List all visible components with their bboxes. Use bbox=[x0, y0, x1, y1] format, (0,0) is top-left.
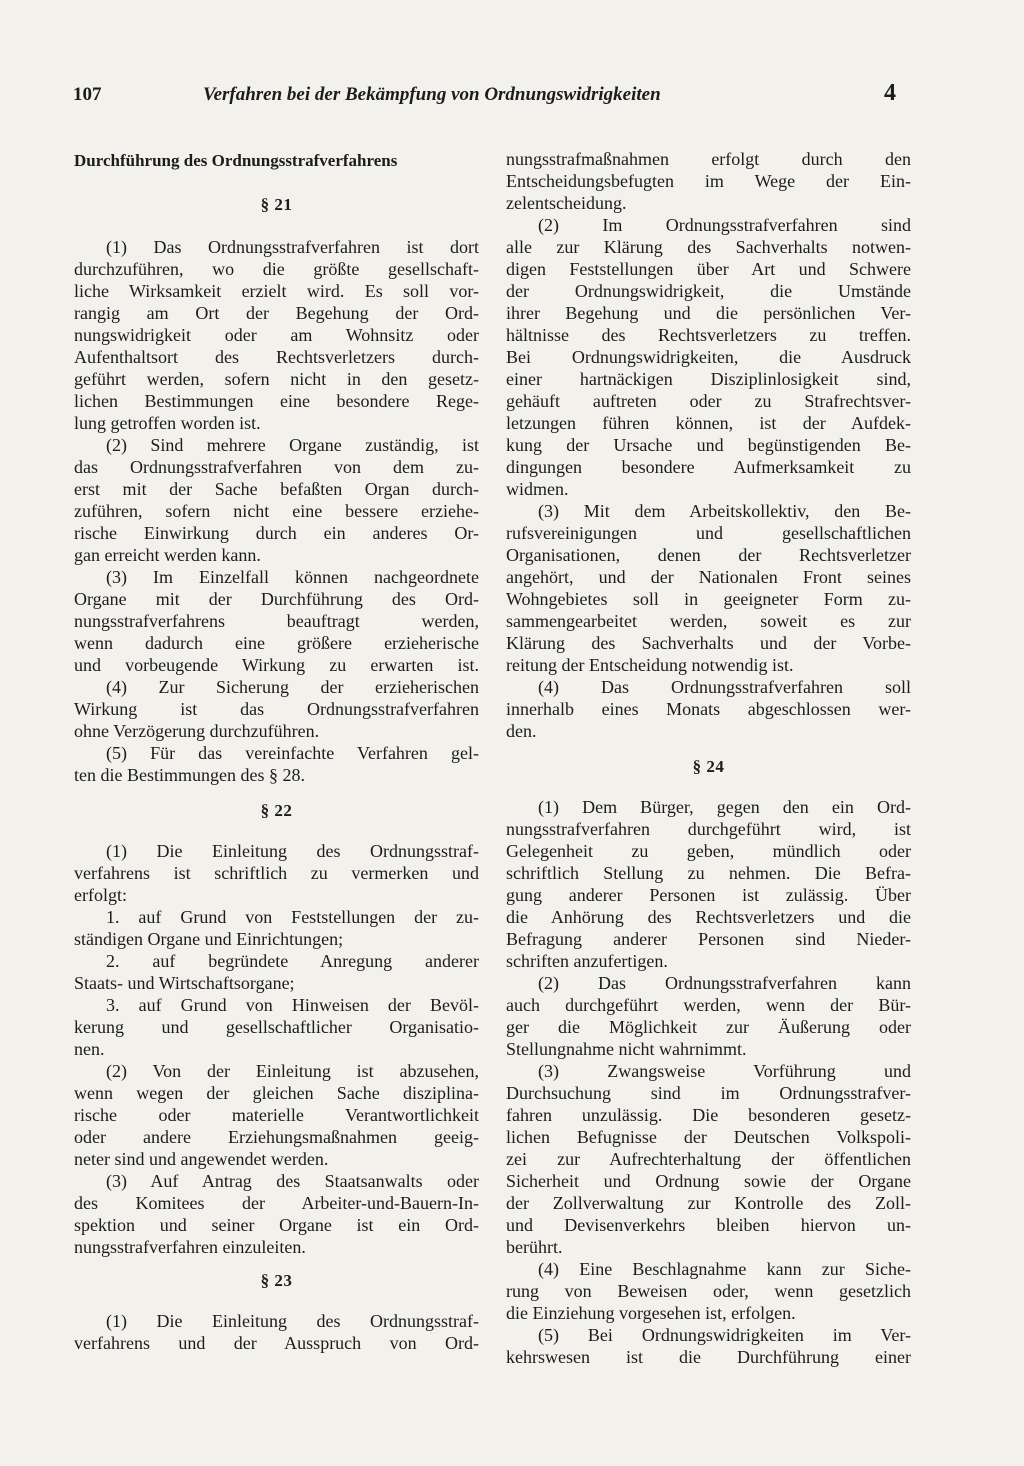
text-line: (3) Im Einzelfall können nachgeordnete bbox=[106, 567, 479, 587]
text-line: erst mit der Sache befaßten Organ durch- bbox=[74, 479, 479, 499]
text-line: verfahrens und der Ausspruch von Ord- bbox=[74, 1333, 479, 1353]
text-line: das Ordnungsstrafverfahren von dem zu- bbox=[74, 457, 479, 477]
text-line: rische oder materielle Verantwortlichkeit bbox=[74, 1105, 479, 1125]
text-line: (1) Die Einleitung des Ordnungsstraf- bbox=[106, 1311, 479, 1331]
text-line: dingungen besondere Aufmerksamkeit zu bbox=[506, 457, 911, 477]
text-line: gehäuft auftreten oder zu Strafrechtsver- bbox=[506, 391, 911, 411]
text-line: nungsstrafverfahrens beauftragt werden, bbox=[74, 611, 479, 631]
page-number: 107 bbox=[73, 84, 102, 105]
text-line: Klärung des Sachverhalts und der Vorbe- bbox=[506, 633, 911, 653]
text-line: rische Einwirkung durch ein anderes Or- bbox=[74, 523, 479, 543]
text-line: nungsstrafmaßnahmen erfolgt durch den bbox=[506, 149, 911, 169]
text-line: erfolgt: bbox=[74, 885, 127, 905]
text-line: einer hartnäckigen Disziplinlosigkeit sind, bbox=[506, 369, 911, 389]
text-line: (1) Das Ordnungsstrafverfahren ist dort bbox=[106, 237, 479, 257]
paragraph-heading-21: § 21 bbox=[260, 195, 293, 214]
text-line: des Komitees der Arbeiter-und-Bauern-In- bbox=[74, 1193, 479, 1213]
running-header bbox=[0, 80, 1024, 114]
text-line: (4) Das Ordnungsstrafverfahren soll bbox=[538, 677, 911, 697]
text-line: (3) Zwangsweise Vorführung und bbox=[538, 1061, 911, 1081]
text-line: rung von Beweisen oder, wenn gesetzlich bbox=[506, 1281, 911, 1301]
text-line: gan erreicht werden kann. bbox=[74, 545, 261, 565]
text-line: zei zur Aufrechterhaltung der öffentlichen bbox=[506, 1149, 911, 1169]
list-item: 1. auf Grund von Feststellungen der zu- bbox=[106, 907, 479, 927]
text-line: wenn dadurch eine größere erzieherische bbox=[74, 633, 479, 653]
text-line: (4) Eine Beschlagnahme kann zur Siche- bbox=[538, 1259, 911, 1279]
text-line: innerhalb eines Monats abgeschlossen wer- bbox=[506, 699, 911, 719]
text-line: rufsvereinigungen und gesellschaftlichen bbox=[506, 523, 911, 543]
text-line: (3) Mit dem Arbeitskollektiv, den Be- bbox=[538, 501, 911, 521]
list-item: 2. auf begründete Anregung anderer bbox=[106, 951, 479, 971]
text-line: (2) Das Ordnungsstrafverfahren kann bbox=[538, 973, 911, 993]
text-line: widmen. bbox=[506, 479, 569, 499]
text-line: (1) Dem Bürger, gegen den ein Ord- bbox=[538, 797, 911, 817]
text-line: wenn wegen der gleichen Sache disziplina- bbox=[74, 1083, 479, 1103]
text-line: Befragung anderer Personen sind Nieder- bbox=[506, 929, 911, 949]
text-line: Durchsuchung sind im Ordnungsstrafver- bbox=[506, 1083, 911, 1103]
paragraph-heading-23: § 23 bbox=[260, 1271, 293, 1290]
text-line: nungswidrigkeit oder am Wohnsitz oder bbox=[74, 325, 479, 345]
text-line: nen. bbox=[74, 1039, 105, 1059]
text-line: der Zollverwaltung zur Kontrolle des Zoll- bbox=[506, 1193, 911, 1213]
text-line: geführt werden, sofern nicht in den gesetz- bbox=[74, 369, 479, 389]
text-line: Bei Ordnungswidrigkeiten, die Ausdruck bbox=[506, 347, 911, 367]
text-line: neter sind und angewendet werden. bbox=[74, 1149, 329, 1169]
text-line: der Ordnungswidrigkeit, die Umstände bbox=[506, 281, 911, 301]
text-line: Gelegenheit zu geben, mündlich oder bbox=[506, 841, 911, 861]
text-line: berührt. bbox=[506, 1237, 563, 1257]
paragraph-heading-24: § 24 bbox=[692, 757, 725, 776]
text-line: Aufenthaltsort des Rechtsverletzers durch- bbox=[74, 347, 479, 367]
text-line: Entscheidungsbefugten im Wege der Ein- bbox=[506, 171, 911, 191]
text-line: (4) Zur Sicherung der erzieherischen bbox=[106, 677, 479, 697]
text-line: schriftlich Stellung zu nehmen. Die Befra- bbox=[506, 863, 911, 883]
text-line: kung der Ursache und begünstigenden Be- bbox=[506, 435, 911, 455]
text-line: (5) Für das vereinfachte Verfahren gel- bbox=[106, 743, 479, 763]
text-line: durchzuführen, wo die größte gesellschaft- bbox=[74, 259, 479, 279]
text-line: den. bbox=[506, 721, 537, 741]
text-line: (2) Von der Einleitung ist abzusehen, bbox=[106, 1061, 479, 1081]
text-line: reitung der Entscheidung notwendig ist. bbox=[506, 655, 794, 675]
text-line: lichen Bestimmungen eine besondere Rege- bbox=[74, 391, 479, 411]
text-line: alle zur Klärung des Sachverhalts notwen- bbox=[506, 237, 911, 257]
text-line: die Anhörung des Rechtsverletzers und die bbox=[506, 907, 911, 927]
text-line: oder andere Erziehungsmaßnahmen geeig- bbox=[74, 1127, 479, 1147]
text-line: (2) Im Ordnungsstrafverfahren sind bbox=[538, 215, 911, 235]
text-line: Organe mit der Durchführung des Ord- bbox=[74, 589, 479, 609]
text-line: Wirkung ist das Ordnungsstrafverfahren bbox=[74, 699, 479, 719]
text-line: zelentscheidung. bbox=[506, 193, 627, 213]
text-line: digen Feststellungen über Art und Schwere bbox=[506, 259, 911, 279]
text-line: hältnisse des Rechtsverletzers zu treffen. bbox=[506, 325, 911, 345]
text-line: spektion und seiner Organe ist ein Ord- bbox=[74, 1215, 479, 1235]
text-line: nungsstrafverfahren durchgeführt wird, ist bbox=[506, 819, 911, 839]
chapter-number: 4 bbox=[884, 80, 896, 106]
text-line: ten die Bestimmungen des § 28. bbox=[74, 765, 305, 785]
text-line: Stellungnahme nicht wahrnimmt. bbox=[506, 1039, 747, 1059]
text-line: gung anderer Personen ist zulässig. Über bbox=[506, 885, 911, 905]
text-line: (3) Auf Antrag des Staatsanwalts oder bbox=[106, 1171, 479, 1191]
text-line: lichen Befugnisse der Deutschen Volkspoli- bbox=[506, 1127, 911, 1147]
text-line: (5) Bei Ordnungswidrigkeiten im Ver- bbox=[538, 1325, 911, 1345]
text-line: Wohngebietes soll in geeigneter Form zu- bbox=[506, 589, 911, 609]
text-line: ger die Möglichkeit zur Äußerung oder bbox=[506, 1017, 911, 1037]
text-line: fahren unzulässig. Die besonderen gesetz- bbox=[506, 1105, 911, 1125]
text-line: kerung und gesellschaftlicher Organisatio- bbox=[74, 1017, 479, 1037]
text-line: Staats- und Wirtschaftsorgane; bbox=[74, 973, 295, 993]
text-line: letzungen führen können, ist der Aufdek- bbox=[506, 413, 911, 433]
text-line: zuführen, sofern nicht eine bessere erziehe- bbox=[74, 501, 479, 521]
text-line: (2) Sind mehrere Organe zuständig, ist bbox=[106, 435, 479, 455]
text-line: kehrswesen ist die Durchführung einer bbox=[506, 1347, 911, 1367]
list-item: 3. auf Grund von Hinweisen der Bevöl- bbox=[106, 995, 479, 1015]
text-line: ständigen Organe und Einrichtungen; bbox=[74, 929, 344, 949]
paragraph-heading-22: § 22 bbox=[260, 801, 293, 820]
text-line: nungsstrafverfahren einzuleiten. bbox=[74, 1237, 306, 1257]
text-line: sammengearbeitet werden, soweit es zur bbox=[506, 611, 911, 631]
text-line: verfahrens ist schriftlich zu vermerken und bbox=[74, 863, 479, 883]
text-line: die Einziehung vorgesehen ist, erfolgen. bbox=[506, 1303, 796, 1323]
text-line: Organisationen, denen der Rechtsverletzer bbox=[506, 545, 911, 565]
text-line: lung getroffen worden ist. bbox=[74, 413, 261, 433]
text-line: (1) Die Einleitung des Ordnungsstraf- bbox=[106, 841, 479, 861]
section-title: Durchführung des Ordnungsstrafverfahrens bbox=[74, 151, 398, 170]
text-line: ihrer Begehung und die persönlichen Ver- bbox=[506, 303, 911, 323]
text-line: und vorbeugende Wirkung zu erwarten ist. bbox=[74, 655, 479, 675]
text-line: Sicherheit und Ordnung sowie der Organe bbox=[506, 1171, 911, 1191]
text-line: ohne Verzögerung durchzuführen. bbox=[74, 721, 320, 741]
text-line: rangig am Ort der Begehung der Ord- bbox=[74, 303, 479, 323]
running-title: Verfahren bei der Bekämpfung von Ordnungswidrigkeiten bbox=[203, 84, 661, 105]
text-line: angehört, und der Nationalen Front seines bbox=[506, 567, 911, 587]
text-line: liche Wirksamkeit erzielt wird. Es soll vor- bbox=[74, 281, 479, 301]
text-line: schriften anzufertigen. bbox=[506, 951, 668, 971]
text-line: auch durchgeführt werden, wenn der Bür- bbox=[506, 995, 911, 1015]
text-line: und Devisenverkehrs bleiben hiervon un- bbox=[506, 1215, 911, 1235]
